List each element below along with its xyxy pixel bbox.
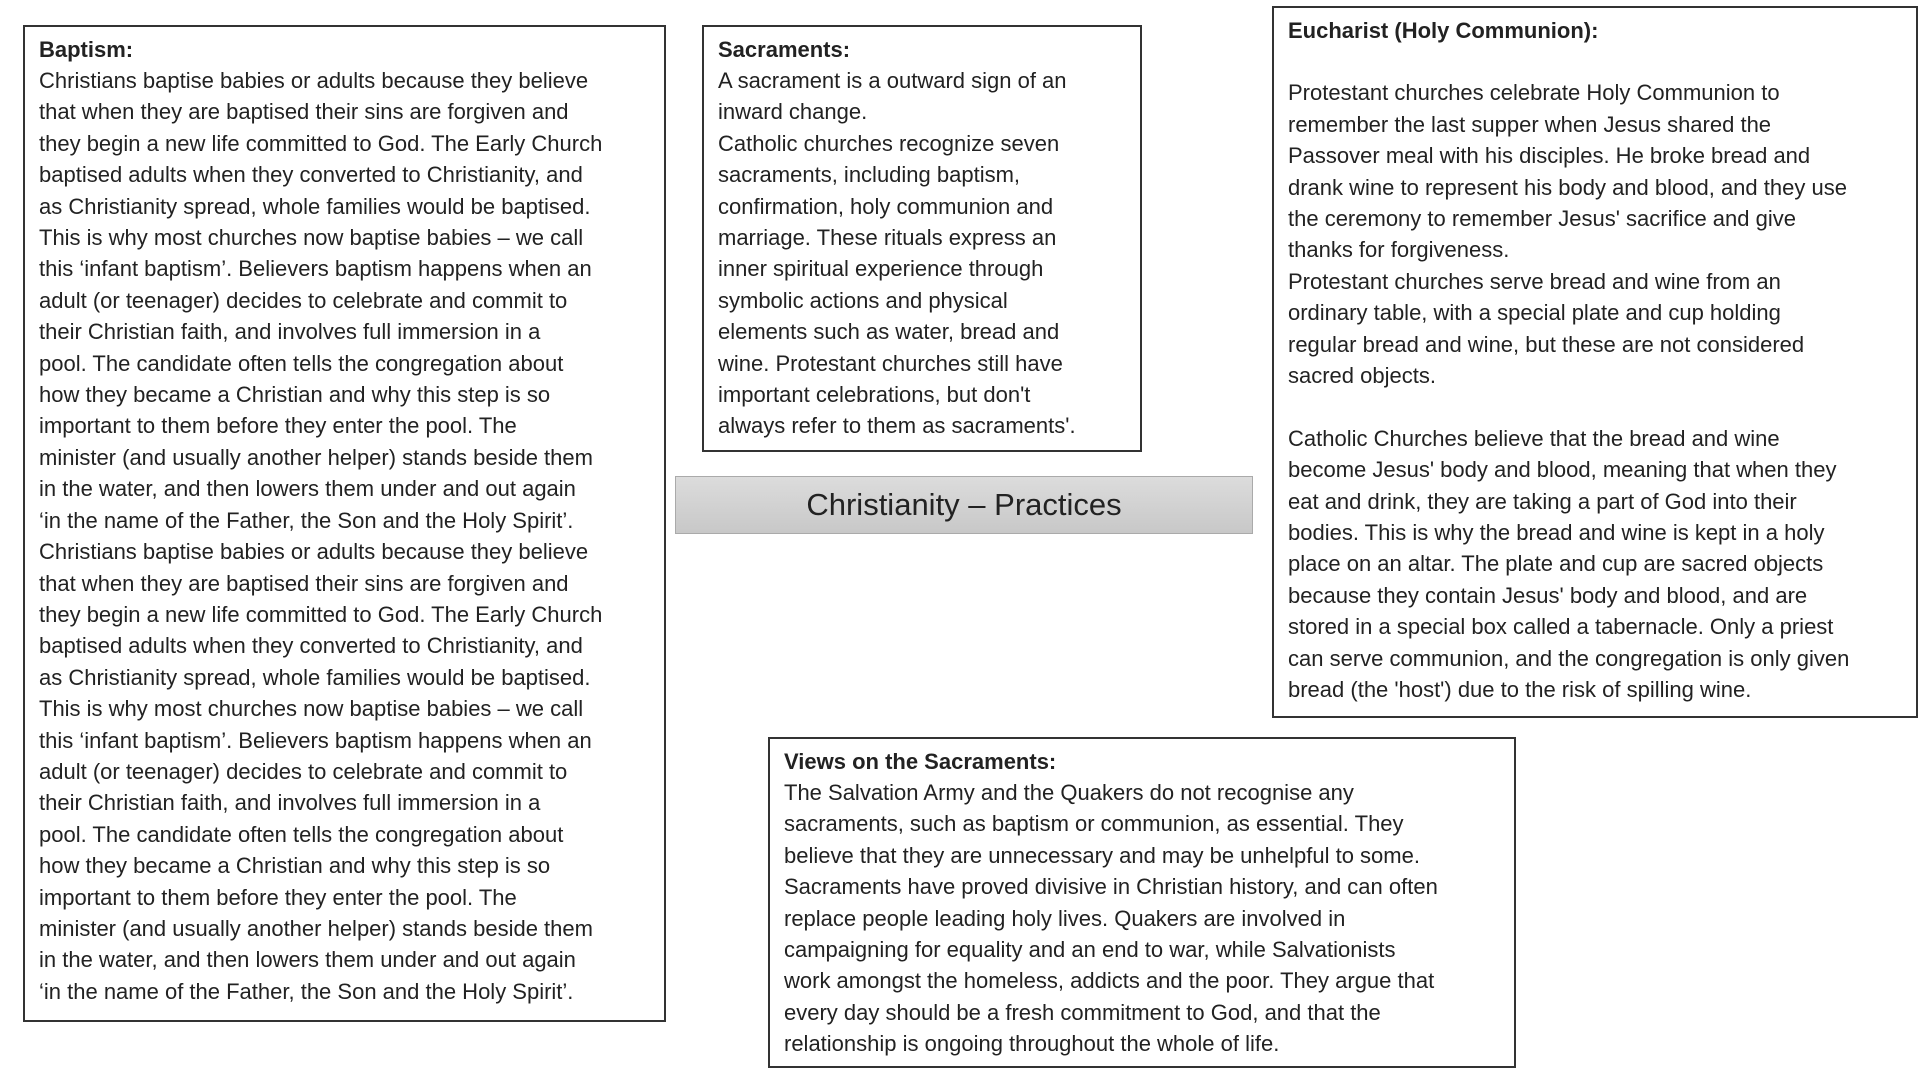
eucharist-heading: Eucharist (Holy Communion): <box>1288 18 1599 43</box>
text-line: replace people leading holy lives. Quakers are involved in <box>784 905 1346 931</box>
text-line: minister (and usually another helper) stands beside them <box>39 444 593 470</box>
text-line: ‘in the name of the Father, the Son and the Holy Spirit’. <box>39 507 574 533</box>
text-line: in the water, and then lowers them under and out again <box>39 947 576 973</box>
text-line: elements such as water, bread and <box>718 319 1060 345</box>
page-title-banner <box>675 476 1253 534</box>
text-line: in the water, and then lowers them under and out again <box>39 476 576 502</box>
baptism-heading: Baptism: <box>39 37 134 62</box>
text-line: the ceremony to remember Jesus' sacrifice and give <box>1288 206 1796 232</box>
text-line: The Salvation Army and the Quakers do not recognise any <box>784 780 1354 805</box>
blank-line <box>1288 391 1916 422</box>
text-line: pool. The candidate often tells the congregation about <box>39 350 564 376</box>
text-line: their Christian faith, and involves full immersion in a <box>39 319 541 345</box>
text-line: Passover meal with his disciples. He broke bread and <box>1288 143 1811 169</box>
text-line: they begin a new life committed to God. The Early Church <box>39 601 603 627</box>
text-line: every day should be a fresh commitment to God, and that the <box>784 999 1381 1025</box>
text-line: important to them before they enter the pool. The <box>39 413 517 439</box>
eucharist-box <box>1272 6 1918 718</box>
baptism-box <box>23 25 666 1022</box>
sacraments-text <box>718 65 1140 442</box>
text-line: Christians baptise babies or adults because they believe <box>39 539 589 565</box>
text-line: ‘in the name of the Father, the Son and the Holy Spirit’. <box>39 978 574 1004</box>
text-line: that when they are baptised their sins are forgiven and <box>39 99 569 125</box>
text-line: important celebrations, but don't <box>718 382 1031 408</box>
text-line: this ‘infant baptism’. Believers baptism happens when an <box>39 727 592 753</box>
text-line: bread (the 'host') due to the risk of spilling wine. <box>1288 677 1752 703</box>
text-line: baptised adults when they converted to Christianity, and <box>39 162 583 188</box>
views-box <box>768 737 1516 1068</box>
text-line: as Christianity spread, whole families would be baptised. <box>39 664 591 690</box>
text-line: symbolic actions and physical <box>718 287 1008 313</box>
text-line: Protestant churches serve bread and wine from an <box>1288 268 1781 294</box>
text-line: Catholic Churches believe that the bread and wine <box>1288 425 1780 451</box>
text-line: marriage. These rituals express an <box>718 225 1057 251</box>
text-line: this ‘infant baptism’. Believers baptism happens when an <box>39 256 592 282</box>
text-line: sacraments, such as baptism or communion, as essential. They <box>784 811 1404 837</box>
text-line: sacred objects. <box>1288 363 1436 389</box>
text-line: wine. Protestant churches still have <box>718 350 1063 376</box>
text-line: remember the last supper when Jesus shared the <box>1288 111 1772 137</box>
sacraments-heading: Sacraments: <box>718 37 851 62</box>
text-line: place on an altar. The plate and cup are sacred objects <box>1288 551 1824 577</box>
text-line: as Christianity spread, whole families would be baptised. <box>39 193 591 219</box>
text-line: This is why most churches now baptise babies – we call <box>39 696 584 722</box>
text-line: become Jesus' body and blood, meaning that when they <box>1288 457 1837 483</box>
text-line: drank wine to represent his body and blood, and they use <box>1288 174 1847 200</box>
text-line: Protestant churches celebrate Holy Communion to <box>1288 80 1780 106</box>
text-line: important to them before they enter the pool. The <box>39 884 517 910</box>
text-line: that when they are baptised their sins are forgiven and <box>39 570 569 596</box>
text-line: eat and drink, they are taking a part of God into their <box>1288 488 1797 514</box>
text-line: pool. The candidate often tells the congregation about <box>39 821 564 847</box>
sacraments-box <box>702 25 1142 452</box>
text-line: minister (and usually another helper) stands beside them <box>39 915 593 941</box>
text-line: believe that they are unnecessary and may be unhelpful to some. <box>784 842 1420 868</box>
eucharist-text <box>1288 46 1916 706</box>
text-line: sacraments, including baptism, <box>718 162 1021 188</box>
text-line: Christians baptise babies or adults because they believe <box>39 68 589 93</box>
text-line: inner spiritual experience through <box>718 256 1044 282</box>
text-line: A sacrament is a outward sign of an <box>718 68 1067 93</box>
views-text <box>784 777 1514 1060</box>
text-line: they begin a new life committed to God. The Early Church <box>39 130 603 156</box>
text-line: campaigning for equality and an end to war, while Salvationists <box>784 937 1396 963</box>
text-line: can serve communion, and the congregation is only given <box>1288 645 1850 671</box>
text-line: thanks for forgiveness. <box>1288 237 1510 263</box>
text-line: confirmation, holy communion and <box>718 193 1054 219</box>
text-line: how they became a Christian and why this step is so <box>39 853 551 879</box>
text-line: always refer to them as sacraments'. <box>718 413 1076 439</box>
text-line: baptised adults when they converted to Christianity, and <box>39 633 583 659</box>
text-line: work amongst the homeless, addicts and the poor. They argue that <box>784 968 1435 994</box>
text-line: how they became a Christian and why this step is so <box>39 382 551 408</box>
text-line: Catholic churches recognize seven <box>718 130 1060 156</box>
views-heading: Views on the Sacraments: <box>784 749 1057 774</box>
page-title: Christianity – Practices <box>806 487 1122 522</box>
text-line: Sacraments have proved divisive in Christian history, and can often <box>784 874 1438 900</box>
text-line: This is why most churches now baptise babies – we call <box>39 225 584 251</box>
text-line: inward change. <box>718 99 868 125</box>
text-line: stored in a special box called a tabernacle. Only a priest <box>1288 614 1834 640</box>
baptism-text <box>39 65 664 1007</box>
text-line: bodies. This is why the bread and wine is kept in a holy <box>1288 520 1825 546</box>
text-line: adult (or teenager) decides to celebrate and commit to <box>39 758 568 784</box>
blank-line <box>1288 46 1916 77</box>
text-line: relationship is ongoing throughout the whole of life. <box>784 1031 1280 1057</box>
text-line: adult (or teenager) decides to celebrate and commit to <box>39 287 568 313</box>
text-line: regular bread and wine, but these are not considered <box>1288 331 1805 357</box>
text-line: because they contain Jesus' body and blood, and are <box>1288 582 1808 608</box>
text-line: their Christian faith, and involves full immersion in a <box>39 790 541 816</box>
text-line: ordinary table, with a special plate and cup holding <box>1288 300 1781 326</box>
